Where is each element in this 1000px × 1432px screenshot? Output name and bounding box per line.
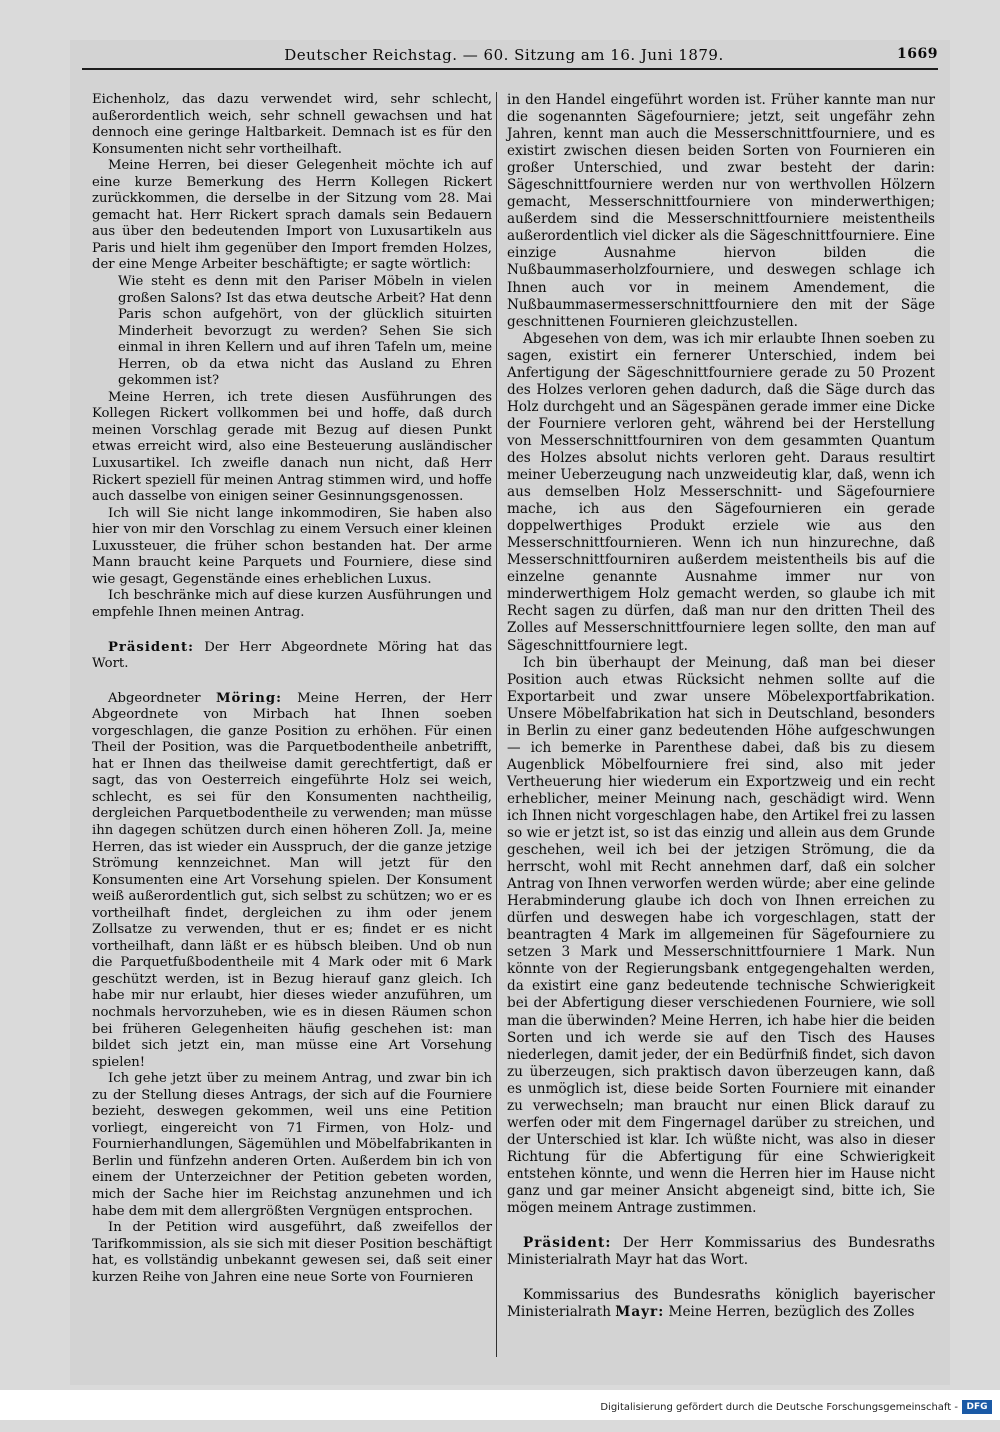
paragraph: Ich gehe jetzt über zu meinem Antrag, und zwar bin ich zu der Stellung dieses Antrags, der sich auf die Fourniere bezieht, deswegen gekommen, weil uns eine Petition vorliegt, eingereicht von 71 Firmen, von Holz- und Fournierhandlungen, Sägemühlen und Möbelfabrikanten in Berlin und fünfzehn anderen Orten. Außerdem bin ich von einem der Unterzeichner der Petition gebeten worden, mich der Sache hier im Reichstag anzunehmen und ich habe dem mit dem allergrößten Vergnügen entsprochen.: [92, 1071, 492, 1219]
paragraph: Ich will Sie nicht lange inkommodiren, Sie haben also hier von mir den Vorschlag zu einem Versuch einer kleinen Luxussteuer, die früher schon bestanden hat. Der arme Mann braucht keine Parquets und Fourniere, diese sind wie gesagt, Gegenstände eines erheblichen Luxus.: [92, 505, 492, 587]
speaker-name: Mayr:: [615, 1304, 665, 1321]
column-divider: [496, 92, 497, 1357]
paragraph: Ich bin überhaupt der Meinung, daß man bei dieser Position auch etwas Rücksicht nehmen sollte auf die Exportarbeit und zwar unsere Möbelexportfabrikation. Unsere Möbelfabrikation hat sich in Deutschland, besonders in Berlin zu einer ganz bedeutenden Höhe aufgeschwungen — ich bemerke in Parenthese dabei, daß bis zu diesem Augenblick Möbelfourniere frei sind, also mit jeder Vertheuerung hier wiederum ein Exportzweig und ein recht erheblicher, meiner Meinung nach, geschädigt wird. Wenn ich Ihnen nicht vorgeschlagen habe, den Artikel frei zu lassen so wie er jetzt ist, so ist das einzig und allein aus dem Grunde geschehen, weil ich bei der jetzigen Strömung, die da herrscht, wohl mit Recht annehmen darf, daß ein solcher Antrag von Ihnen verworfen werden würde; aber eine gelinde Herabminderung glaube ich doch von Ihnen erreichen zu dürfen und deswegen habe ich vorgeschlagen, statt der beantragten 4 Mark im allgemeinen für Sägefourniere zu setzen 3 Mark und Messerschnittfourniere 1 Mark. Nun könnte von der Regierungsbank entgegengehalten werden, da existirt eine ganz bedeutende technische Schwierigkeit bei der Abfertigung dieser verschiedenen Fourniere, wie soll man die überwinden? Meine Herren, ich habe hier die beiden Sorten und ich werde sie auf den Tisch des Hauses niederlegen, damit jeder, der ein Bedürfniß findet, sich davon zu überzeugen, sich praktisch davon überzeugen kann, daß es unmöglich ist, diese beide Sorten Fourniere mit einander zu verwechseln; man braucht nur einen Blick darauf zu werfen oder mit dem Fingernagel darüber zu streichen, und der Unterschied ist klar. Ich wüßte nicht, was also in dieser Richtung für die Abfertigung für eine Schwierigkeit entstehen könnte, und wenn die Herren hier im Hause nicht ganz und gar meiner Ansicht abgeneigt sind, bitte ich, Sie mögen meinem Antrage zustimmen.: [507, 654, 935, 1217]
remark-text: Der Herr Kommissarius des Bundesraths Ministerialrath Mayr hat das Wort.: [507, 1235, 935, 1269]
speaker-name: Präsident:: [108, 639, 195, 655]
speech-moering: [92, 691, 492, 1072]
right-column: [507, 92, 935, 1321]
paragraph: in den Handel eingeführt worden ist. Früher kannte man nur die sogenannten Sägefourniere; jetzt, seit ungefähr zehn Jahren, kennt man auch die Messerschnittfourniere, und es existirt zwischen diesen beiden Sorten von Fournieren ein großer Unterschied, und zwar besteht der darin: Sägeschnittfourniere werden nur von werthvollen Hölzern gemacht, Messerschnittfourniere von minderwerthigen; außerdem sind die Messerschnittfourniere meistentheils außerordentlich viel dicker als die Sägeschnittfourniere. Eine einzige Ausnahme hiervon bilden die Nußbaummaserholzfourniere, und deswegen schlage ich Ihnen auch vor in meinem Amendement, die Nußbaummasermesserschnittfourniere den mit der Säge geschnittenen Fournieren gleichzustellen.: [507, 92, 935, 330]
footer-bar: [0, 1390, 1000, 1420]
header-rule: [82, 68, 938, 70]
speaker-prefix: Abgeordneter: [108, 690, 216, 706]
speech-mayr: [507, 1287, 935, 1321]
quotation: Wie steht es denn mit den Pariser Möbeln in vielen großen Salons? Ist das etwa deutsche Arbeit? Hat denn Paris schon aufgehört, von der glücklich situirten Minderheit bevorzugt zu werden? Sehen Sie sich einmal in ihren Kellern und auf ihren Tafeln um, meine Herren, ob da etwa nicht das Ausland zu Ehren gekommen ist?: [118, 274, 492, 389]
president-remark: [507, 1235, 935, 1269]
digitization-credit: Digitalisierung gefördert durch die Deutsche Forschungsgemeinschaft -: [600, 1402, 958, 1413]
speaker-name: Möring:: [215, 690, 282, 706]
paragraph: Eichenholz, das dazu verwendet wird, sehr schlecht, außerordentlich weich, sehr schnell gewachsen und hat dennoch eine geringe Haltbarkeit. Demnach ist es für den Konsumenten nicht sehr vortheilhaft.: [92, 92, 492, 157]
header-title: Deutscher Reichstag. — 60. Sitzung am 16. Juni 1879.: [284, 46, 724, 64]
left-column: [92, 92, 492, 1286]
speaker-prefix: Kommissarius des Bundesraths königlich bayerischer Ministerialrath: [507, 1287, 935, 1321]
speech-text: Meine Herren, der Herr Abgeordnete von Mirbach hat Ihnen soeben vorgeschlagen, die ganze Position zu erhöhen. Für einen Theil der Position, was die Parquetbodentheile anbetrifft, hat er Ihnen das theilweise damit gerechtfertigt, daß er sagt, das von Oesterreich eingeführte Holz sei weich, schlecht, es sei für den Konsumenten nachtheilig, dergleichen Parquetbodentheile zu verwenden; man müsse ihn dagegen schützen durch einen höheren Zoll. Ja, meine Herren, das ist wieder ein Ausspruch, der die ganze jetzige Strömung kennzeichnet. Man will jetzt für den Konsumenten eine Art Vorsehung spielen. Der Konsument weiß außerordentlich gut, sich selbst zu schützen; wo er es vortheilhaft findet, dergleichen zu ihm oder jenem Zollsatze zu verwenden, thut er es; findet er es nicht vortheilhaft, dann läßt er es hübsch bleiben. Und ob nun die Parquetfußbodentheile mit 4 Mark oder mit 6 Mark geschützt werden, ist in Bezug hierauf ganz gleich. Ich habe mir nur erlaubt, hier dieses wieder anzuführen, um nochmals hervorzuheben, wie es in diesen Räumen schon bei früheren Gelegenheiten häufig geschehen ist: man bildet sich jetzt ein, man müsse eine Art Vorsehung spielen!: [92, 690, 492, 1070]
page-header: [70, 44, 938, 70]
paragraph: In der Petition wird ausgeführt, daß zweifellos der Tarifkommission, als sie sich mit dieser Position beschäftigt hat, es vollständig unbekannt gewesen sei, daß seit einer kurzen Reihe von Jahren eine neue Sorte von Fournieren: [92, 1220, 492, 1285]
president-remark: [92, 640, 492, 673]
paragraph: Meine Herren, bei dieser Gelegenheit möchte ich auf eine kurze Bemerkung des Herrn Kollegen Rickert zurückkommen, die derselbe in der Sitzung vom 28. Mai gemacht hat. Herr Rickert sprach damals sein Bedauern aus über den bedeutenden Import von Luxusartikeln aus Paris und hielt ihm gegenüber den Import fremden Holzes, der eine Menge Arbeiter beschäftigte; er sagte wörtlich:: [92, 158, 492, 273]
paragraph: Meine Herren, ich trete diesen Ausführungen des Kollegen Rickert vollkommen bei und hoffe, daß durch meinen Vorschlag gerade mit Bezug auf diesen Punkt etwas erreicht wird, also eine Besteuerung ausländischer Luxusartikel. Ich zweifle danach nun nicht, daß Herr Rickert speziell für meinen Antrag stimmen wird, und hoffe auch dasselbe von einigen seiner Gesinnungsgenossen.: [92, 389, 492, 505]
paragraph: Ich beschränke mich auf diese kurzen Ausführungen und empfehle Ihnen meinen Antrag.: [92, 588, 492, 620]
page-number: 1669: [897, 46, 938, 62]
dfg-logo: DFG: [962, 1400, 992, 1414]
remark-text: Der Herr Abgeordnete Möring hat das Wort.: [92, 639, 492, 672]
speech-text: Meine Herren, bezüglich des Zolles: [664, 1304, 915, 1321]
speaker-name: Präsident:: [523, 1235, 612, 1252]
paragraph: Abgesehen von dem, was ich mir erlaubte Ihnen soeben zu sagen, existirt ein fernerer Unterschied, indem bei Anfertigung der Sägeschnittfourniere gerade zu 50 Prozent des Holzes verloren gehen dadurch, daß die Säge durch das Holz durchgeht und an Sägespänen gerade immer eine Dicke der Fourniere verloren geht, während bei der Herstellung von Messerschnittfourniren von dem gesammten Quantum des Holzes absolut nichts verloren geht. Daraus resultirt meiner Ueberzeugung nach unzweideutig klar, daß, wenn ich aus demselben Holz Messerschnitt- und Sägefourniere mache, ich aus den Sägefournieren ein gerade doppelwerthiges Produkt erziele wie aus den Messerschnittfournieren. Wenn ich nun hinzurechne, daß Messerschnittfourniren außerdem meistentheils bis auf die einzelne genannte Ausnahme immer nur von minderwerthigem Holz gemacht werden, so glaube ich mit Recht sagen zu dürfen, daß man nur den dritten Theil des Zolles auf Messerschnittfourniere legen sollte, den man auf Sägeschnittfourniere legt.: [507, 330, 935, 654]
